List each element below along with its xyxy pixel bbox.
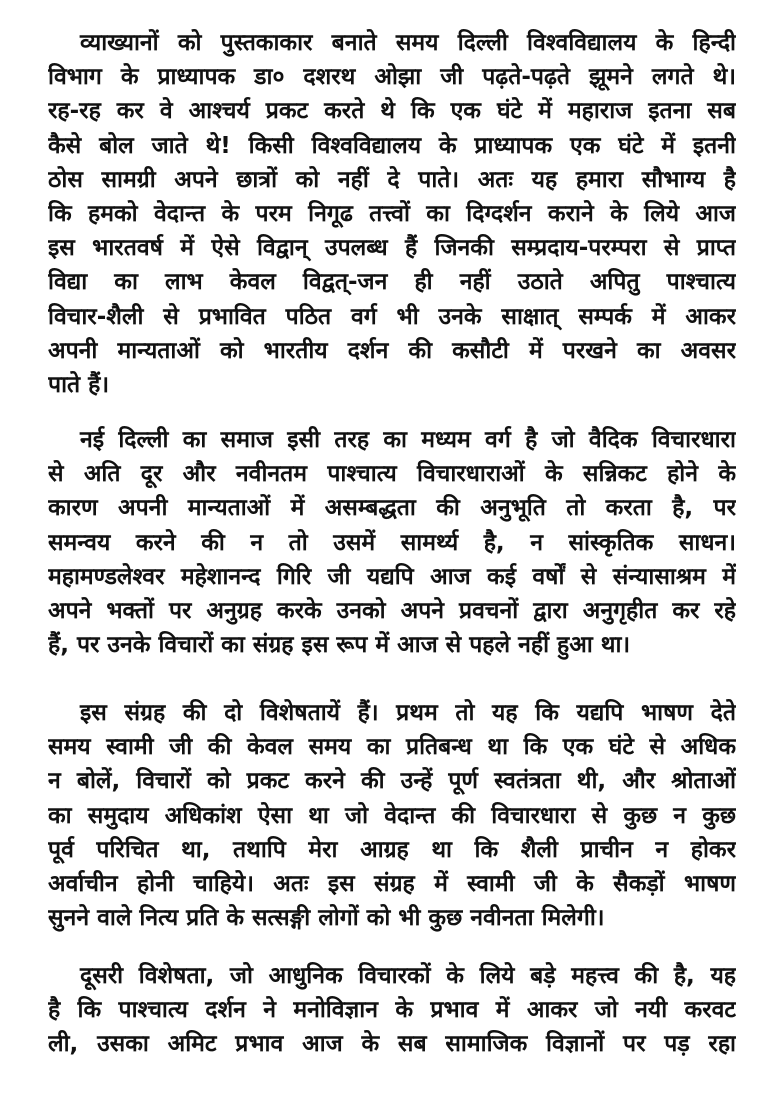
text-line: दूसरी विशेषता, जो आधुनिक विचारकों के लिये बड़े महत्त्व की है, यह	[80, 963, 736, 989]
text-line: व्याख्यानों को पुस्तकाकार बनाते समय दिल्ली विश्वविद्यालय के हिन्दी	[80, 30, 736, 56]
text-line: विद्या का लाभ केवल विद्वत्-जन ही नहीं उठाते अपितु पाश्चात्य	[48, 269, 736, 296]
text-line: विभाग के प्राध्यापक डा० दशरथ ओझा जी पढ़ते-पढ़ते झूमने लगते थे।	[48, 64, 736, 91]
text-line: सुनने वाले नित्य प्रति के सत्सङ्गी लोगों को भी कुछ नवीनता मिलेगी।	[48, 905, 605, 932]
text-line: कैसे बोल जाते थे! किसी विश्वविद्यालय के प्राध्यापक एक घंटे में इतनी	[48, 132, 736, 159]
text-line: कारण अपनी मान्यताओं में असम्बद्धता की अनुभूति तो करता है, पर	[48, 495, 736, 522]
text-line: का समुदाय अधिकांश ऐसा था जो वेदान्त की विचारधारा से कुछ न कुछ	[48, 802, 736, 829]
paragraph-3	[48, 696, 736, 935]
text-line: हैं, पर उनके विचारों का संग्रह इस रूप में आज से पहले नहीं हुआ था।	[48, 632, 631, 659]
paragraph-2	[48, 423, 736, 662]
text-line: नई दिल्ली का समाज इसी तरह का मध्यम वर्ग है जो वैदिक विचारधारा	[80, 427, 736, 453]
text-line: विचार-शैली से प्रभावित पठित वर्ग भी उनके साक्षात् सम्पर्क में आकर	[48, 303, 736, 330]
text-line: है कि पाश्चात्य दर्शन ने मनोविज्ञान के प्रभाव में आकर जो नयी करवट	[48, 997, 736, 1024]
text-line: अपनी मान्यताओं को भारतीय दर्शन की कसौटी में परखने का अवसर	[48, 337, 736, 364]
paragraph-1	[48, 26, 736, 402]
text-line: पाते हैं।	[48, 371, 110, 398]
text-line: कि हमको वेदान्त के परम निगूढ तत्त्वों का दिग्दर्शन कराने के लिये आज	[48, 200, 736, 227]
text-line: पूर्व परिचित था, तथापि मेरा आग्रह था कि शैली प्राचीन न होकर	[48, 836, 736, 863]
paragraph-4	[48, 959, 736, 1062]
text-line: अपने भक्तों पर अनुग्रह करके उनको अपने प्रवचनों द्वारा अनुगृहीत कर रहे	[48, 597, 736, 624]
text-line: अर्वाचीन होनी चाहिये। अतः इस संग्रह में स्वामी जी के सैकड़ों भाषण	[48, 870, 736, 897]
text-line: ठोस सामग्री अपने छात्रों को नहीं दे पाते। अतः यह हमारा सौभाग्य है	[48, 166, 736, 193]
text-line: न बोलें, विचारों को प्रकट करने की उन्हें पूर्ण स्वतंत्रता थी, और श्रोताओं	[48, 768, 736, 795]
text-line: इस संग्रह की दो विशेषतायें हैं। प्रथम तो यह कि यद्यपि भाषण देते	[80, 700, 736, 726]
text-line: ली, उसका अमिट प्रभाव आज के सब सामाजिक विज्ञानों पर पड़ रहा	[48, 1031, 736, 1058]
text-line: महामण्डलेश्वर महेशानन्द गिरि जी यद्यपि आज कई वर्षों से संन्यासाश्रम में	[48, 563, 736, 590]
text-line: इस भारतवर्ष में ऐसे विद्वान् उपलब्ध हैं जिनकी सम्प्रदाय-परम्परा से प्राप्त	[48, 235, 736, 262]
text-line: समय स्वामी जी की केवल समय का प्रतिबन्ध था कि एक घंटे से अधिक	[48, 734, 736, 761]
text-line: रह-रह कर वे आश्चर्य प्रकट करते थे कि एक घंटे में महाराज इतना सब	[48, 98, 736, 125]
text-line: समन्वय करने की न तो उसमें सामर्थ्य है, न सांस्कृतिक साधन।	[48, 529, 736, 556]
text-line: से अति दूर और नवीनतम पाश्चात्य विचारधाराओं के सन्निकट होने के	[48, 461, 736, 488]
